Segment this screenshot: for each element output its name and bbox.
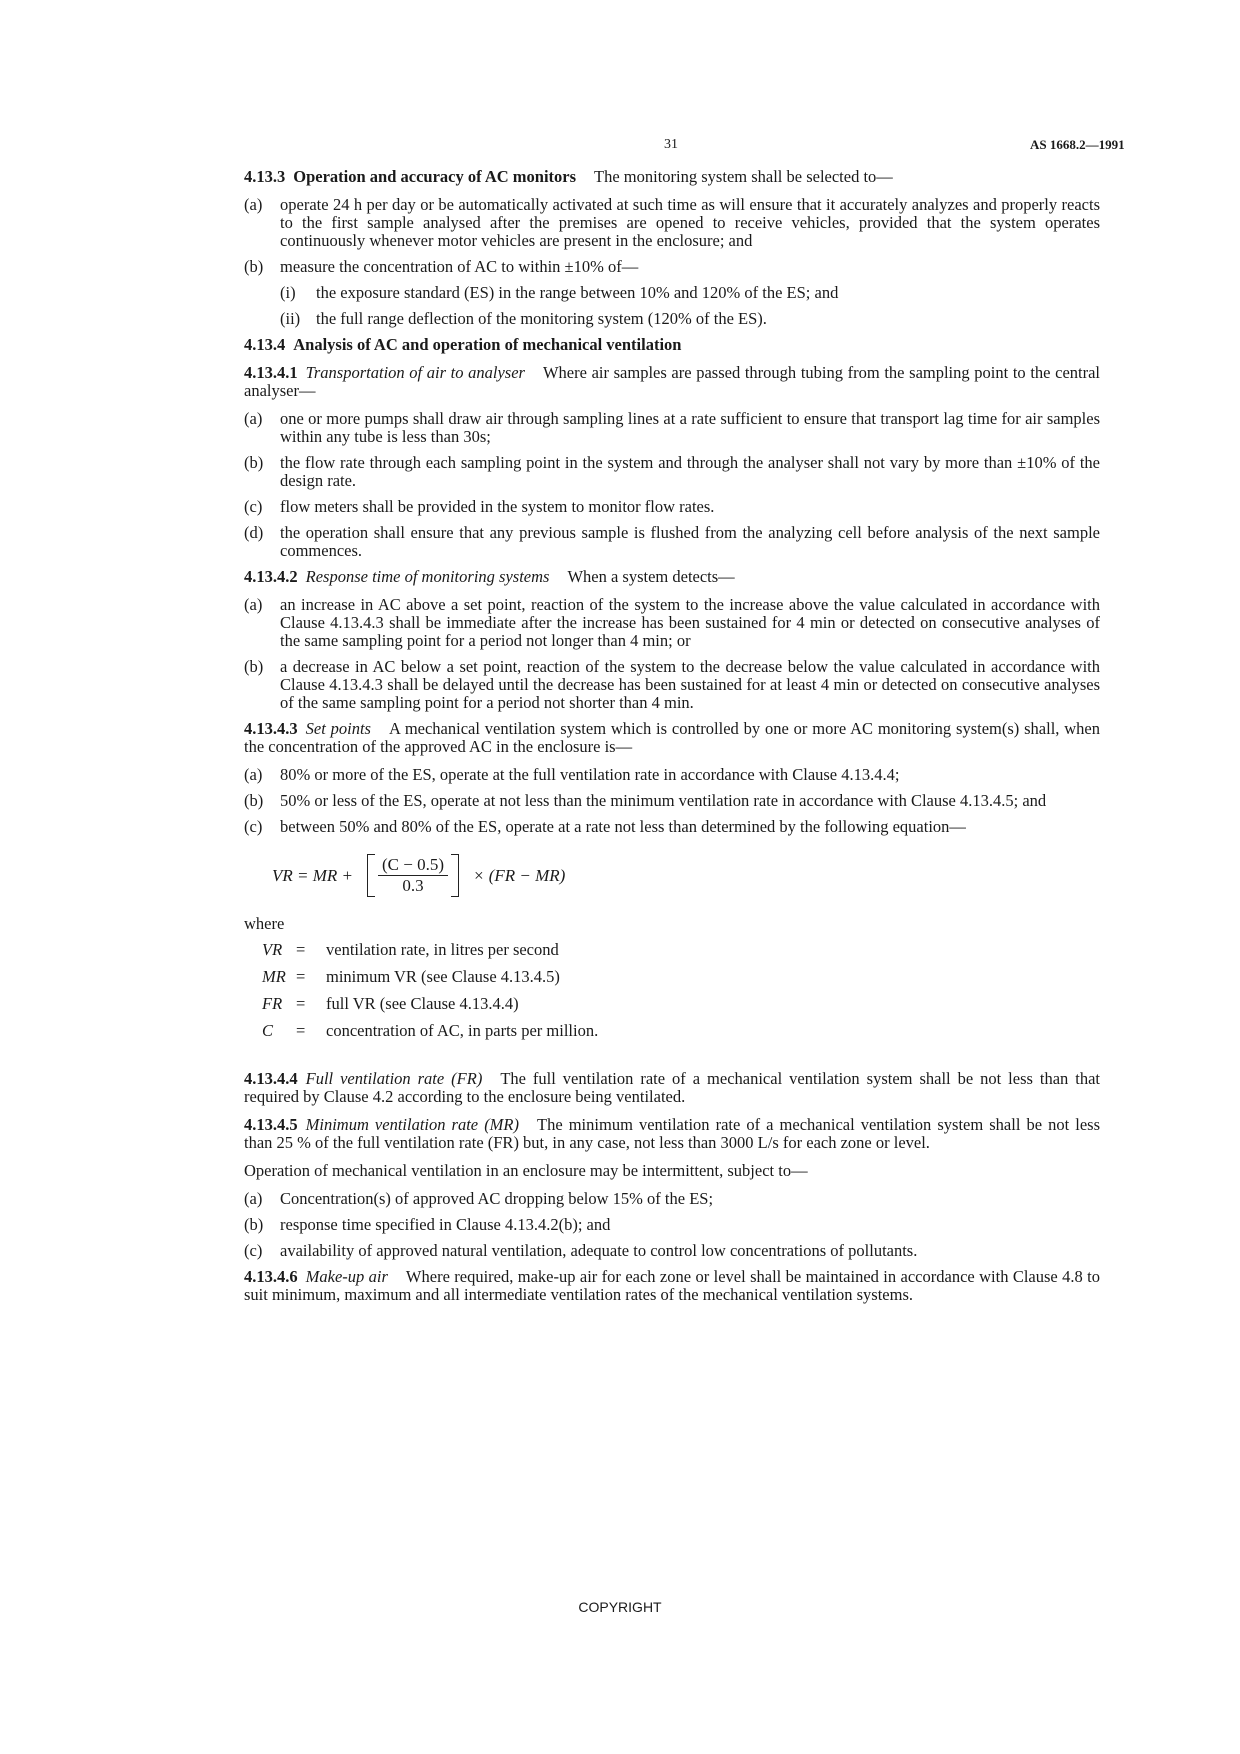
clause-title: Set points	[305, 719, 371, 738]
equation-denominator: 0.3	[402, 876, 424, 895]
list-item	[244, 1242, 1100, 1260]
list-item	[244, 196, 1100, 250]
definition-equals: =	[296, 1021, 306, 1040]
clause-intro: Where air samples are passed through tubing from the sampling point to the central analyser—	[244, 363, 1101, 400]
list-item	[244, 596, 1100, 650]
definition-text: minimum VR (see Clause 4.13.4.5)	[326, 967, 560, 986]
item-label: (b)	[244, 791, 264, 810]
item-text: a decrease in AC below a set point, reaction of the system to the decrease below the value calculated in accordance with Clause 4.13.4.3 shall be delayed until the decrease has been sustained for at least 4 min or detected on consecutive analyses of the same sampling point for a period not shorter than 4 min.	[280, 657, 1100, 712]
list-item	[244, 1190, 1100, 1208]
item-label: (i)	[280, 283, 296, 302]
section-4-13-4-6	[244, 1268, 1100, 1304]
item-label: (a)	[244, 765, 263, 784]
item-label: (c)	[244, 1241, 263, 1260]
list-item	[244, 818, 1100, 836]
equation-bracket	[367, 854, 459, 897]
list-item	[244, 454, 1100, 490]
list-item	[244, 1216, 1100, 1234]
definition-equals: =	[296, 994, 306, 1013]
sub-list-item	[280, 284, 1100, 302]
clause-title: Analysis of AC and operation of mechanical ventilation	[293, 335, 682, 354]
clause-number: 4.13.4.3	[244, 719, 298, 738]
equation-rhs: × (FR − MR)	[473, 865, 566, 885]
item-text: the flow rate through each sampling point in the system and through the analyser shall not vary by more than ±10% of the design rate.	[280, 453, 1100, 490]
list-item	[244, 766, 1100, 784]
clause-text: The minimum ventilation rate of a mechanical ventilation system shall be not less than 25 % of the full ventilation rate (FR) but, in any case, not less than 3000 L/s for each zone or level.	[244, 1115, 1100, 1152]
definition-symbol: C	[262, 1021, 274, 1040]
item-text: flow meters shall be provided in the system to monitor flow rates.	[280, 497, 715, 516]
list-item	[244, 792, 1100, 810]
sub-list-item	[280, 310, 1100, 328]
item-text: the exposure standard (ES) in the range between 10% and 120% of the ES; and	[316, 283, 839, 302]
clause-intro: The monitoring system shall be selected to—	[594, 167, 893, 186]
clause-title: Full ventilation rate (FR)	[305, 1069, 483, 1088]
item-text: 80% or more of the ES, operate at the full ventilation rate in accordance with Clause 4.13.4.4;	[280, 765, 900, 784]
clause-number: 4.13.4.6	[244, 1267, 298, 1286]
item-label: (a)	[244, 595, 263, 614]
clause-title: Response time of monitoring systems	[305, 567, 550, 586]
clause-intro: A mechanical ventilation system which is controlled by one or more AC monitoring system(s) shall, when the concentration of the approved AC in the enclosure is—	[244, 719, 1100, 756]
item-text: between 50% and 80% of the ES, operate at a rate not less than determined by the following equation—	[280, 817, 966, 836]
section-4-13-4-1	[244, 364, 1100, 400]
clause-number: 4.13.4	[244, 335, 286, 354]
list-item	[244, 258, 1100, 276]
section-4-13-4-5	[244, 1116, 1100, 1152]
item-label: (b)	[244, 1215, 264, 1234]
item-text: operate 24 h per day or be automatically activated at such time as will ensure that it accurately analyzes and properly reacts to the first sample analysed after the premises are opened to receive vehicles, provided that the system operates continuously whenever motor vehicles are present in the enclosure; and	[280, 195, 1100, 250]
item-text: an increase in AC above a set point, reaction of the system to the increase above the value calculated in accordance with Clause 4.13.4.3 shall be immediate after the increase has been sustained for 4 min or detected on consecutive analyses of the same sampling point for a period not longer than 4 min; or	[280, 595, 1100, 650]
where-label: where	[244, 914, 285, 933]
item-text: the full range deflection of the monitoring system (120% of the ES).	[316, 309, 767, 328]
item-label: (c)	[244, 497, 263, 516]
item-label: (d)	[244, 523, 264, 542]
definition-symbol: VR	[262, 940, 283, 959]
section-4-13-4-3	[244, 720, 1100, 756]
section-4-13-4-4	[244, 1070, 1100, 1106]
item-text: 50% or less of the ES, operate at not less than the minimum ventilation rate in accordance with Clause 4.13.4.5; and	[280, 791, 1047, 810]
definition-text: ventilation rate, in litres per second	[326, 940, 559, 959]
definition-text: full VR (see Clause 4.13.4.4)	[326, 994, 519, 1013]
item-label: (a)	[244, 195, 263, 214]
clause-title: Transportation of air to analyser	[305, 363, 525, 382]
standard-designation: AS 1668.2—1991	[1030, 137, 1125, 152]
definition-row	[262, 941, 1100, 959]
ventilation-rate-equation	[266, 854, 1100, 897]
copyright-footer: COPYRIGHT	[578, 1599, 662, 1615]
clause-title: Minimum ventilation rate (MR)	[305, 1115, 520, 1134]
item-text: measure the concentration of AC to within ±10% of—	[280, 257, 639, 276]
item-text: Concentration(s) of approved AC dropping below 15% of the ES;	[280, 1189, 714, 1208]
item-label: (c)	[244, 817, 263, 836]
definitions-list	[262, 941, 1100, 1040]
item-label: (a)	[244, 1189, 263, 1208]
page-number: 31	[664, 137, 678, 152]
definition-symbol: MR	[262, 967, 286, 986]
item-text: one or more pumps shall draw air through sampling lines at a rate sufficient to ensure that transport lag time for air samples within any tube is less than 30s;	[280, 409, 1100, 446]
clause-intro: When a system detects—	[567, 567, 735, 586]
section-4-13-3	[244, 168, 1100, 186]
clause-number: 4.13.4.4	[244, 1069, 298, 1088]
clause-number: 4.13.4.1	[244, 363, 298, 382]
list-item	[244, 524, 1100, 560]
definition-row	[262, 995, 1100, 1013]
item-text: response time specified in Clause 4.13.4.2(b); and	[280, 1215, 611, 1234]
definition-row	[262, 968, 1100, 986]
clause-title: Make-up air	[305, 1267, 388, 1286]
clause-number: 4.13.4.2	[244, 567, 298, 586]
document-body	[244, 168, 1100, 1314]
equation-fraction	[378, 856, 448, 895]
equation-lhs: VR = MR +	[272, 865, 354, 885]
item-label: (b)	[244, 453, 264, 472]
item-text: availability of approved natural ventilation, adequate to control low concentrations of pollutants.	[280, 1241, 918, 1260]
clause-number: 4.13.4.5	[244, 1115, 298, 1134]
item-label: (a)	[244, 409, 263, 428]
definition-text: concentration of AC, in parts per million.	[326, 1021, 599, 1040]
definition-row	[262, 1022, 1100, 1040]
list-item	[244, 498, 1100, 516]
item-text: the operation shall ensure that any previous sample is flushed from the analyzing cell before analysis of the next sample commences.	[280, 523, 1100, 560]
intermittent-operation-intro: Operation of mechanical ventilation in an enclosure may be intermittent, subject to—	[244, 1161, 808, 1180]
clause-number: 4.13.3	[244, 167, 286, 186]
item-label: (b)	[244, 257, 264, 276]
clause-text: Where required, make-up air for each zone or level shall be maintained in accordance with Clause 4.8 to suit minimum, maximum and all intermediate ventilation rates of the mechanical ventilation systems.	[244, 1267, 1100, 1304]
section-4-13-4	[244, 336, 1100, 354]
section-4-13-4-2	[244, 568, 1100, 586]
definition-equals: =	[296, 967, 306, 986]
item-label: (b)	[244, 657, 264, 676]
item-label: (ii)	[280, 309, 301, 328]
definition-equals: =	[296, 940, 306, 959]
equation-numerator: (C − 0.5)	[378, 856, 448, 876]
clause-title: Operation and accuracy of AC monitors	[293, 167, 577, 186]
clause-text: The full ventilation rate of a mechanical ventilation system shall be not less than that required by Clause 4.2 according to the enclosure being ventilated.	[244, 1069, 1100, 1106]
list-item	[244, 658, 1100, 712]
definition-symbol: FR	[262, 994, 283, 1013]
list-item	[244, 410, 1100, 446]
